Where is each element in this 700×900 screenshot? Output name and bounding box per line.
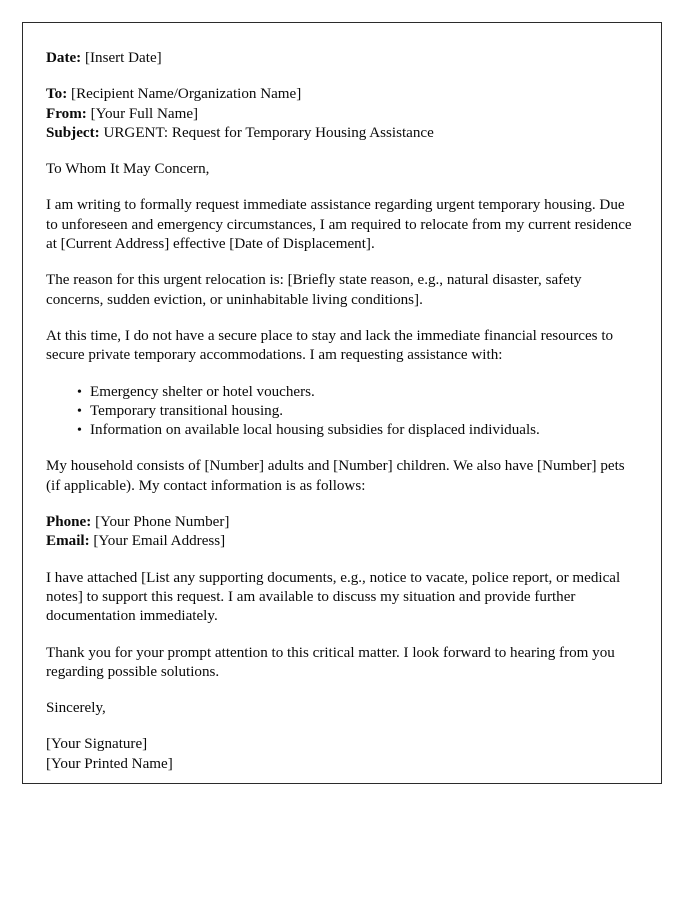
email-label: Email:	[46, 533, 90, 550]
from-line	[46, 105, 637, 124]
paragraph-intro: I am writing to formally request immediate assistance regarding urgent temporary housing. Due to unforeseen and emergency circumstances, I am required to relocate from my current residence at [Current Address] effective [Date of Displacement].	[46, 197, 632, 253]
to-value: [Recipient Name/Organization Name]	[71, 86, 302, 103]
signature-line: [Your Signature]	[46, 736, 148, 753]
email-line	[46, 532, 637, 551]
paragraph-household: My household consists of [Number] adults and [Number] children. We also have [Number] pets (if applicable). My contact information is as follows:	[46, 458, 625, 494]
closing-salutation: Sincerely,	[46, 700, 106, 717]
phone-label: Phone:	[46, 514, 92, 531]
from-value: [Your Full Name]	[90, 105, 199, 122]
contact-block	[46, 513, 637, 552]
paragraph-reason: The reason for this urgent relocation is: [Briefly state reason, e.g., natural disaster, safety concerns, sudden eviction, or uninhabitable living conditions].	[46, 272, 582, 308]
list-item: • Information on available local housing subsidies for displaced individuals.	[90, 421, 637, 440]
letter-content	[23, 23, 661, 794]
address-block	[46, 85, 637, 143]
to-label: To:	[46, 86, 68, 103]
list-item: • Temporary transitional housing.	[90, 402, 637, 421]
salutation: To Whom It May Concern,	[46, 161, 210, 178]
assistance-request-list	[46, 383, 637, 441]
subject-label: Subject:	[46, 124, 100, 141]
email-value: [Your Email Address]	[93, 533, 226, 550]
list-item: • Emergency shelter or hotel vouchers.	[90, 383, 637, 402]
phone-value: [Your Phone Number]	[95, 514, 230, 531]
phone-line	[46, 513, 637, 532]
printed-name-line: [Your Printed Name]	[46, 755, 173, 772]
date-line	[46, 49, 637, 68]
signature-block	[46, 735, 637, 774]
subject-value: URGENT: Request for Temporary Housing Assistance	[103, 124, 434, 141]
date-value: [Insert Date]	[84, 50, 162, 66]
date-label: Date:	[46, 50, 82, 66]
paragraph-situation: At this time, I do not have a secure place to stay and lack the immediate financial resources to secure private temporary accommodations. I am requesting assistance with:	[46, 327, 614, 364]
from-label: From:	[46, 105, 87, 122]
to-line	[46, 85, 637, 104]
letter-border-frame	[22, 22, 662, 784]
date-block	[46, 49, 637, 68]
paragraph-closing-thanks: Thank you for your prompt attention to this critical matter. I look forward to hearing from you regarding possible solutions.	[46, 644, 615, 680]
paragraph-attachments: I have attached [List any supporting documents, e.g., notice to vacate, police report, or medical notes] to support this request. I am available to discuss my situation and provide further documentation immediately.	[46, 569, 621, 625]
subject-line	[46, 124, 637, 143]
